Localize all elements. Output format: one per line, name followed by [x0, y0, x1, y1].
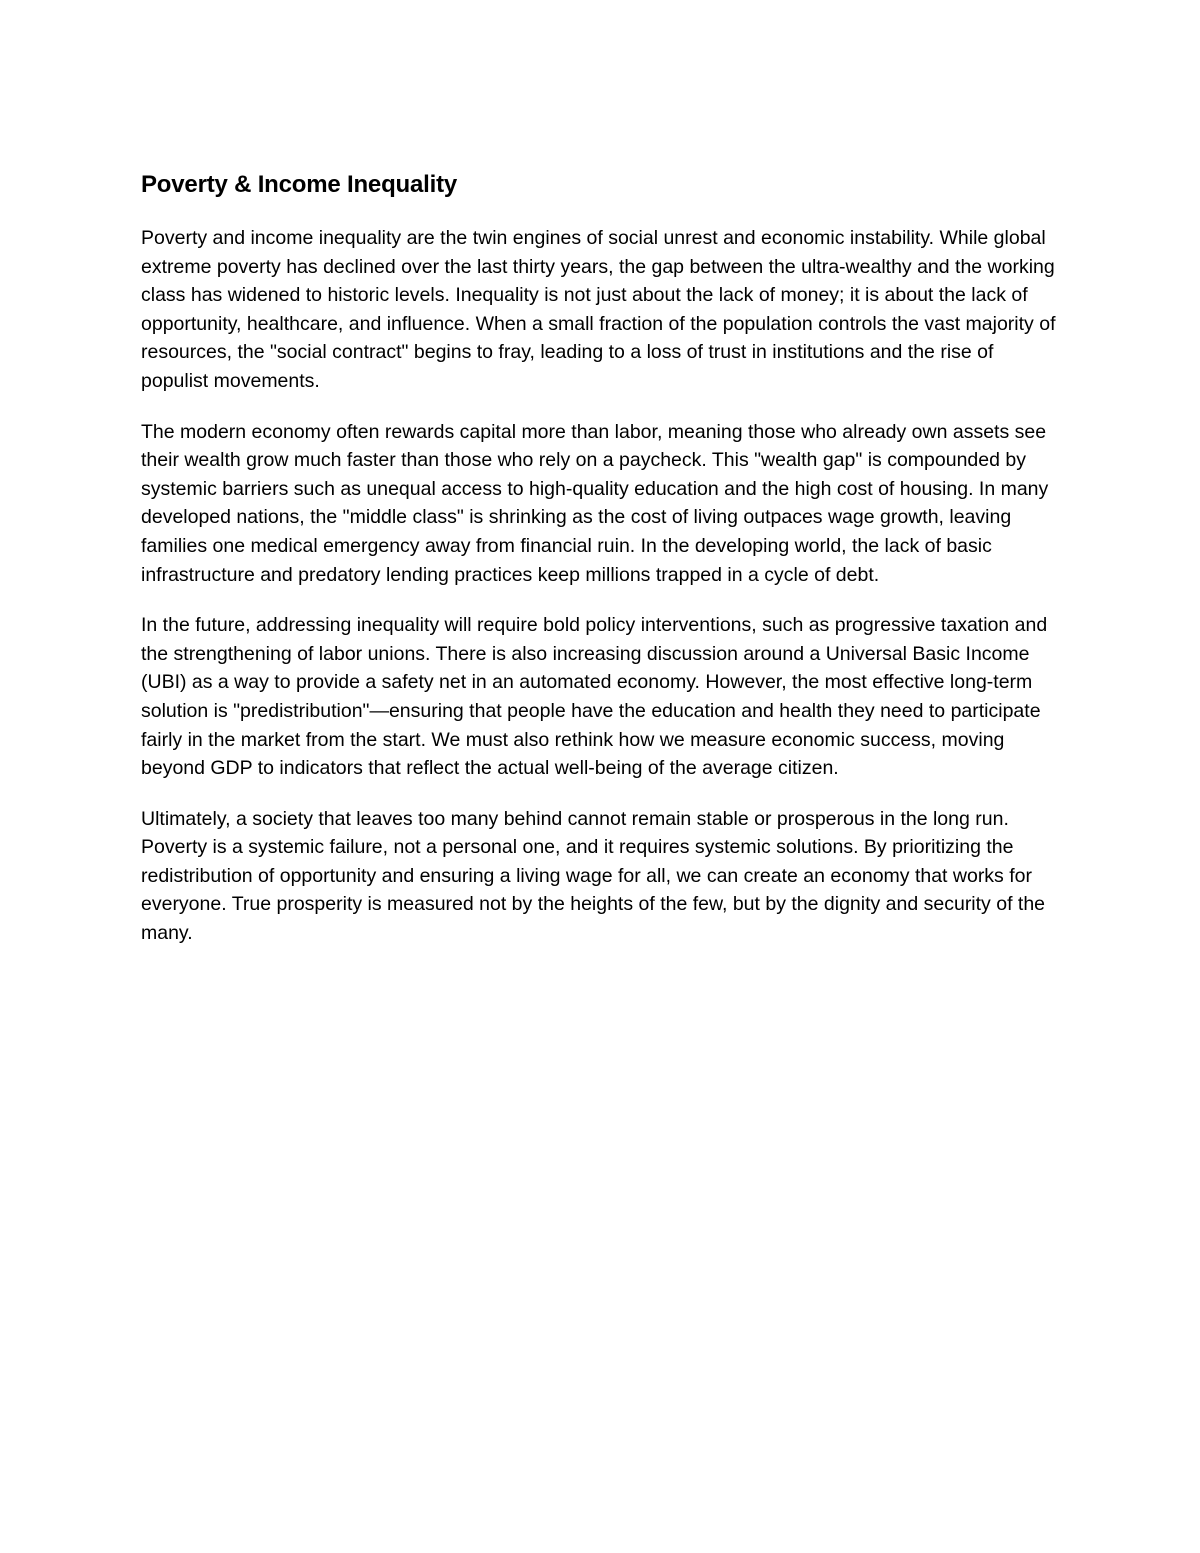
paragraph-3: In the future, addressing inequality will require bold policy interventions, such as progressive taxation and the strengthening of labor unions. There is also increasing discussion around a Universal Basic Income (UBI) as a way to provide a safety net in an automated economy. However, the most effective long-term solution is "predistribution"—ensuring that people have the education and health they need to participate fairly in the market from the start. We must also rethink how we measure economic success, moving beyond GDP to indicators that reflect the actual well-being of the average citizen. — [141, 614, 1048, 780]
document-title: Poverty & Income Inequality — [141, 171, 458, 198]
paragraph-4: Ultimately, a society that leaves too many behind cannot remain stable or prosperous in the long run. Poverty is a systemic failure, not a personal one, and it requires systemic solutions. By prioritizing the redistribution of opportunity and ensuring a living wage for all, we can create an economy that works for everyone. True prosperity is measured not by the heights of the few, but by the dignity and security of the many. — [141, 807, 1046, 945]
paragraph-1: Poverty and income inequality are the twin engines of social unrest and economic instability. While global extreme poverty has declined over the last thirty years, the gap between the ultra-wealthy and the working class has widened to historic levels. Inequality is not just about the lack of money; it is about the lack of opportunity, healthcare, and influence. When a small fraction of the population controls the vast majority of resources, the "social contract" begins to fray, leading to a loss of trust in institutions and the rise of populist movements. — [141, 227, 1056, 392]
document-body — [141, 168, 1066, 970]
paragraph-2: The modern economy often rewards capital more than labor, meaning those who already own assets see their wealth grow much faster than those who rely on a paycheck. This "wealth gap" is compounded by systemic barriers such as unequal access to high-quality education and the high cost of housing. In many developed nations, the "middle class" is shrinking as the cost of living outpaces wage growth, leaving families one medical emergency away from financial ruin. In the developing world, the lack of basic infrastructure and predatory lending practices keep millions trapped in a cycle of debt. — [141, 420, 1049, 586]
